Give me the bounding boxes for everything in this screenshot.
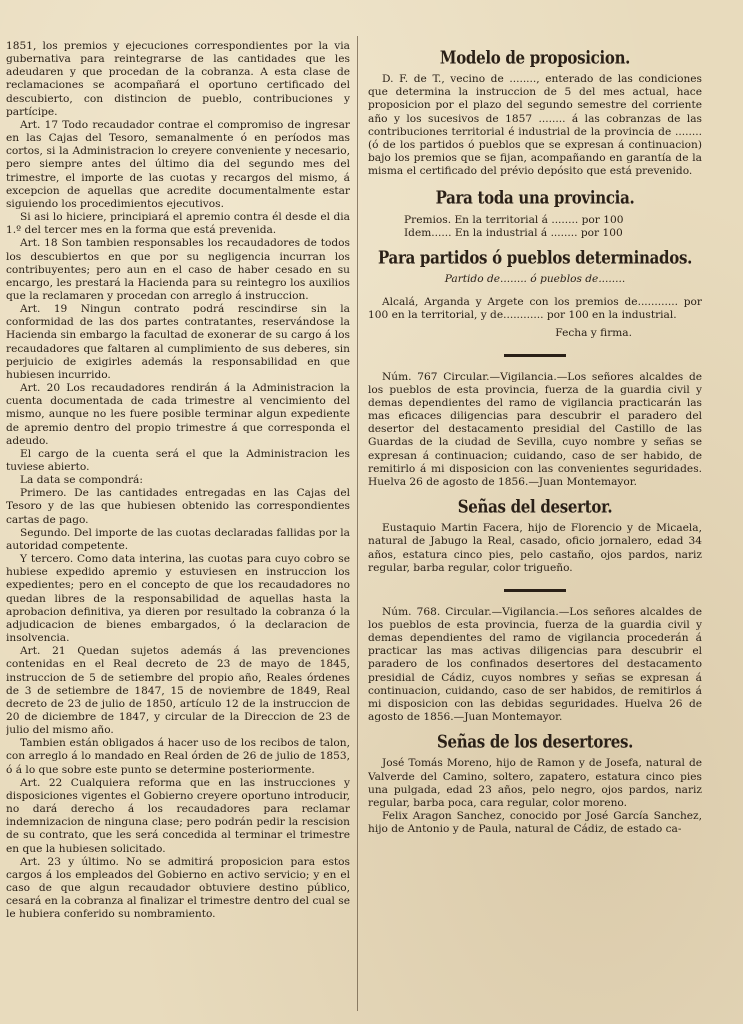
section-separator (504, 589, 566, 592)
article-paragraph: Y tercero. Como data interina, las cuotas para cuyo cobro se hubiese expedido apremio y estuviesen en instruccion los expedientes; pero en el concepto de que los recaudadores no quedan libres de la responsabilidad de aquellas hasta la aprobacion definitiva, ya dieren por resultado la cobranza ó la adjudicacion de bienes embargados, ó la declaracion de insolvencia. (6, 553, 350, 645)
partidos-subtitle: Partido de........ ó pueblos de........ (444, 273, 626, 286)
provincia-line-2: Idem...... En la industrial á ........ por 100 (404, 226, 623, 239)
article-paragraph: Segundo. Del importe de las cuotas declaradas fallidas por la autoridad competente. (6, 526, 350, 552)
senas-desertores-p1: José Tomás Moreno, hijo de Ramon y de Josefa, natural de Valverde del Camino, soltero, zapatero, estatura cinco pies una pulgada, edad 23 años, pelo negro, ojos pardos, nariz regular, barba poca, cara regular, color moreno. (368, 757, 702, 809)
article-paragraph: La data se compondrá: (20, 474, 143, 487)
column-divider (357, 36, 358, 1011)
article-paragraph: Primero. De las cantidades entregadas en las Cajas del Tesoro y de las que hubiesen obtenido las correspondientes cartas de pago. (6, 487, 350, 526)
article-paragraph: Art. 20 Los recaudadores rendirán á la Administracion la cuenta documentada de cada trimestre al vencimiento del mismo, aunque no les fuere posible terminar algun expediente de apremio dentro del propio trimestre á que corresponda el adeudo. (6, 382, 350, 447)
senas-desertor-title: Señas del desertor. (457, 496, 613, 518)
partidos-title: Para partidos ó pueblos determinados. (377, 247, 693, 269)
partidos-signature: Fecha y firma. (555, 326, 632, 339)
section-separator (504, 354, 566, 357)
article-paragraph: Art. 19 Ningun contrato podrá rescindirse sin la conformidad de las dos partes contratantes, reservándose la Hacienda sin embargo la facultad de exonerar de su cargo á los recaudadores que faltaren al cumplimiento de sus deberes, sin perjuicio de exigirles además la responsabilidad en que hubiesen incurrido. (6, 303, 350, 381)
modelo-body: D. F. de T., vecino de ........, enterado de las condiciones que determina la instruccion de 5 del mes actual, hace proposicion por el plazo del segundo semestre del corriente año y los sucesivos de 1857 ........ á las cobranzas de las contribuciones territorial é industrial de la provincia de ........ (ó de los partidos ó pueblos que se expresan á continuacion) bajo los premios que se fijan, acompañando en garantía de la misma el certificado del prévio depósito que está prevenido. (368, 73, 702, 178)
circular-767: Núm. 767 Circular.—Vigilancia.—Los señores alcaldes de los pueblos de esta provincia, fuerza de la guardia civil y demas dependientes del ramo de vigilancia practicarán las mas eficaces diligencias para descubrir el paradero del desertor del destacamento presidial del Castillo de las Guardas de la ciudad de Sevilla, cuyo nombre y señas se expresan á continuacion; cuidando, caso de ser habido, de remitirlo á mi disposicion con las convenientes seguridades. Huelva 26 de agosto de 1856.—Juan Montemayor. (368, 370, 702, 488)
article-paragraph: Art. 21 Quedan sujetos además á las prevenciones contenidas en el Real decreto de 23 de mayo de 1845, instruccion de 5 de setiembre del propio año, Reales órdenes de 3 de setiembre de 1847, 15 de noviembre de 1849, Real decreto de 23 de julio de 1850, artículo 12 de la instruccion de 20 de diciembre de 1847, y circular de la Direccion de 23 de julio del mismo año. (6, 645, 350, 737)
senas-desertores-p2: Felix Aragon Sanchez, conocido por José García Sanchez, hijo de Antonio y de Paula, natural de Cádiz, de estado ca- (368, 810, 702, 836)
modelo-title: Modelo de proposicion. (439, 47, 631, 69)
provincia-title: Para toda una provincia. (435, 187, 635, 209)
partidos-body: Alcalá, Arganda y Argete con los premios de............ por 100 en la territorial, y de............ por 100 en la industrial. (368, 296, 702, 322)
circular-768: Núm. 768. Circular.—Vigilancia.—Los señores alcaldes de los pueblos de esta provincia, fuerza de la guardia civil y demas dependientes del ramo de vigilancia procederán á practicar las mas activas diligencias para descubrir el paradero de los confinados desertores del destacamento presidial de Cádiz, cuyos nombres y señas se expresan á continuacion, cuidando, caso de ser habidos, de remitirlos á mi disposicion con las debidas seguridades. Huelva 26 de agosto de 1856.—Juan Montemayor. (368, 605, 702, 724)
article-paragraph: Art. 18 Son tambien responsables los recaudadores de todos los descubiertos en que por su negligencia incurran los contribuyentes; pero aun en el caso de haber cesado en su encargo, les prestará la Hacienda para su reintegro los auxilios que la reclamaren y procedan con arreglo á instruccion. (6, 237, 350, 302)
left-column (6, 40, 350, 921)
article-paragraph: Si asi lo hiciere, principiará el apremio contra él desde el dia 1.º del tercer mes en la forma que está prevenida. (6, 211, 350, 237)
senas-desertor-text: Eustaquio Martin Facera, hijo de Florencio y de Micaela, natural de Jabugo la Real, casado, oficio jornalero, edad 34 años, estatura cinco pies, pelo castaño, ojos pardos, nariz regular, barba regular, color trigueño. (368, 522, 702, 574)
article-paragraph: Tambien están obligados á hacer uso de los recibos de talon, con arreglo á lo mandado en Real órden de 26 de julio de 1853, ó á lo que sobre este punto se determine posteriormente. (6, 737, 350, 776)
article-paragraph: El cargo de la cuenta será el que la Administracion les tuviese abierto. (6, 447, 350, 473)
article-paragraph: Art. 22 Cualquiera reforma que en las instrucciones y disposiciones vigentes el Gobierno creyere oportuno introducir, no dará derecho á los recaudadores para reclamar indemnizacion de ninguna clase; pero podrán pedir la rescision de su contrato, que les será concedida al terminar el trimestre en que la hubiesen solicitado. (6, 776, 350, 855)
article-paragraph: 1851, los premios y ejecuciones correspondientes por la via gubernativa para reintegrarse de las cantidades que les adeudaren y que procedan de la cobranza. A esta clase de reclamaciones se acompañará el oportuno certificado del descubierto, con distincion de pueblo, contribuciones y partícipe. (6, 40, 350, 118)
right-column (368, 46, 702, 836)
article-paragraph: Art. 17 Todo recaudador contrae el compromiso de ingresar en las Cajas del Tesoro, semanalmente ó en períodos mas cortos, si la Administracion lo creyere conveniente y necesario, pero siempre antes del último dia del segundo mes del trimestre, el importe de las cuotas y recargos del mismo, á excepcion de aquellas que acredite documentalmente estar siguiendo los procedimientos ejecutivos. (6, 118, 350, 210)
senas-desertores-title: Señas de los desertores. (436, 731, 634, 753)
article-paragraph: Art. 23 y último. No se admitirá proposicion para estos cargos á los empleados del Gobierno en activo servicio; y en el caso de que algun recaudador obtuviere destino público, cesará en la cobranza al finalizar el trimestre dentro del cual se le hubiera conferido su nombramiento. (6, 855, 350, 921)
provincia-line-1: Premios. En la territorial á ........ por 100 (404, 213, 624, 226)
